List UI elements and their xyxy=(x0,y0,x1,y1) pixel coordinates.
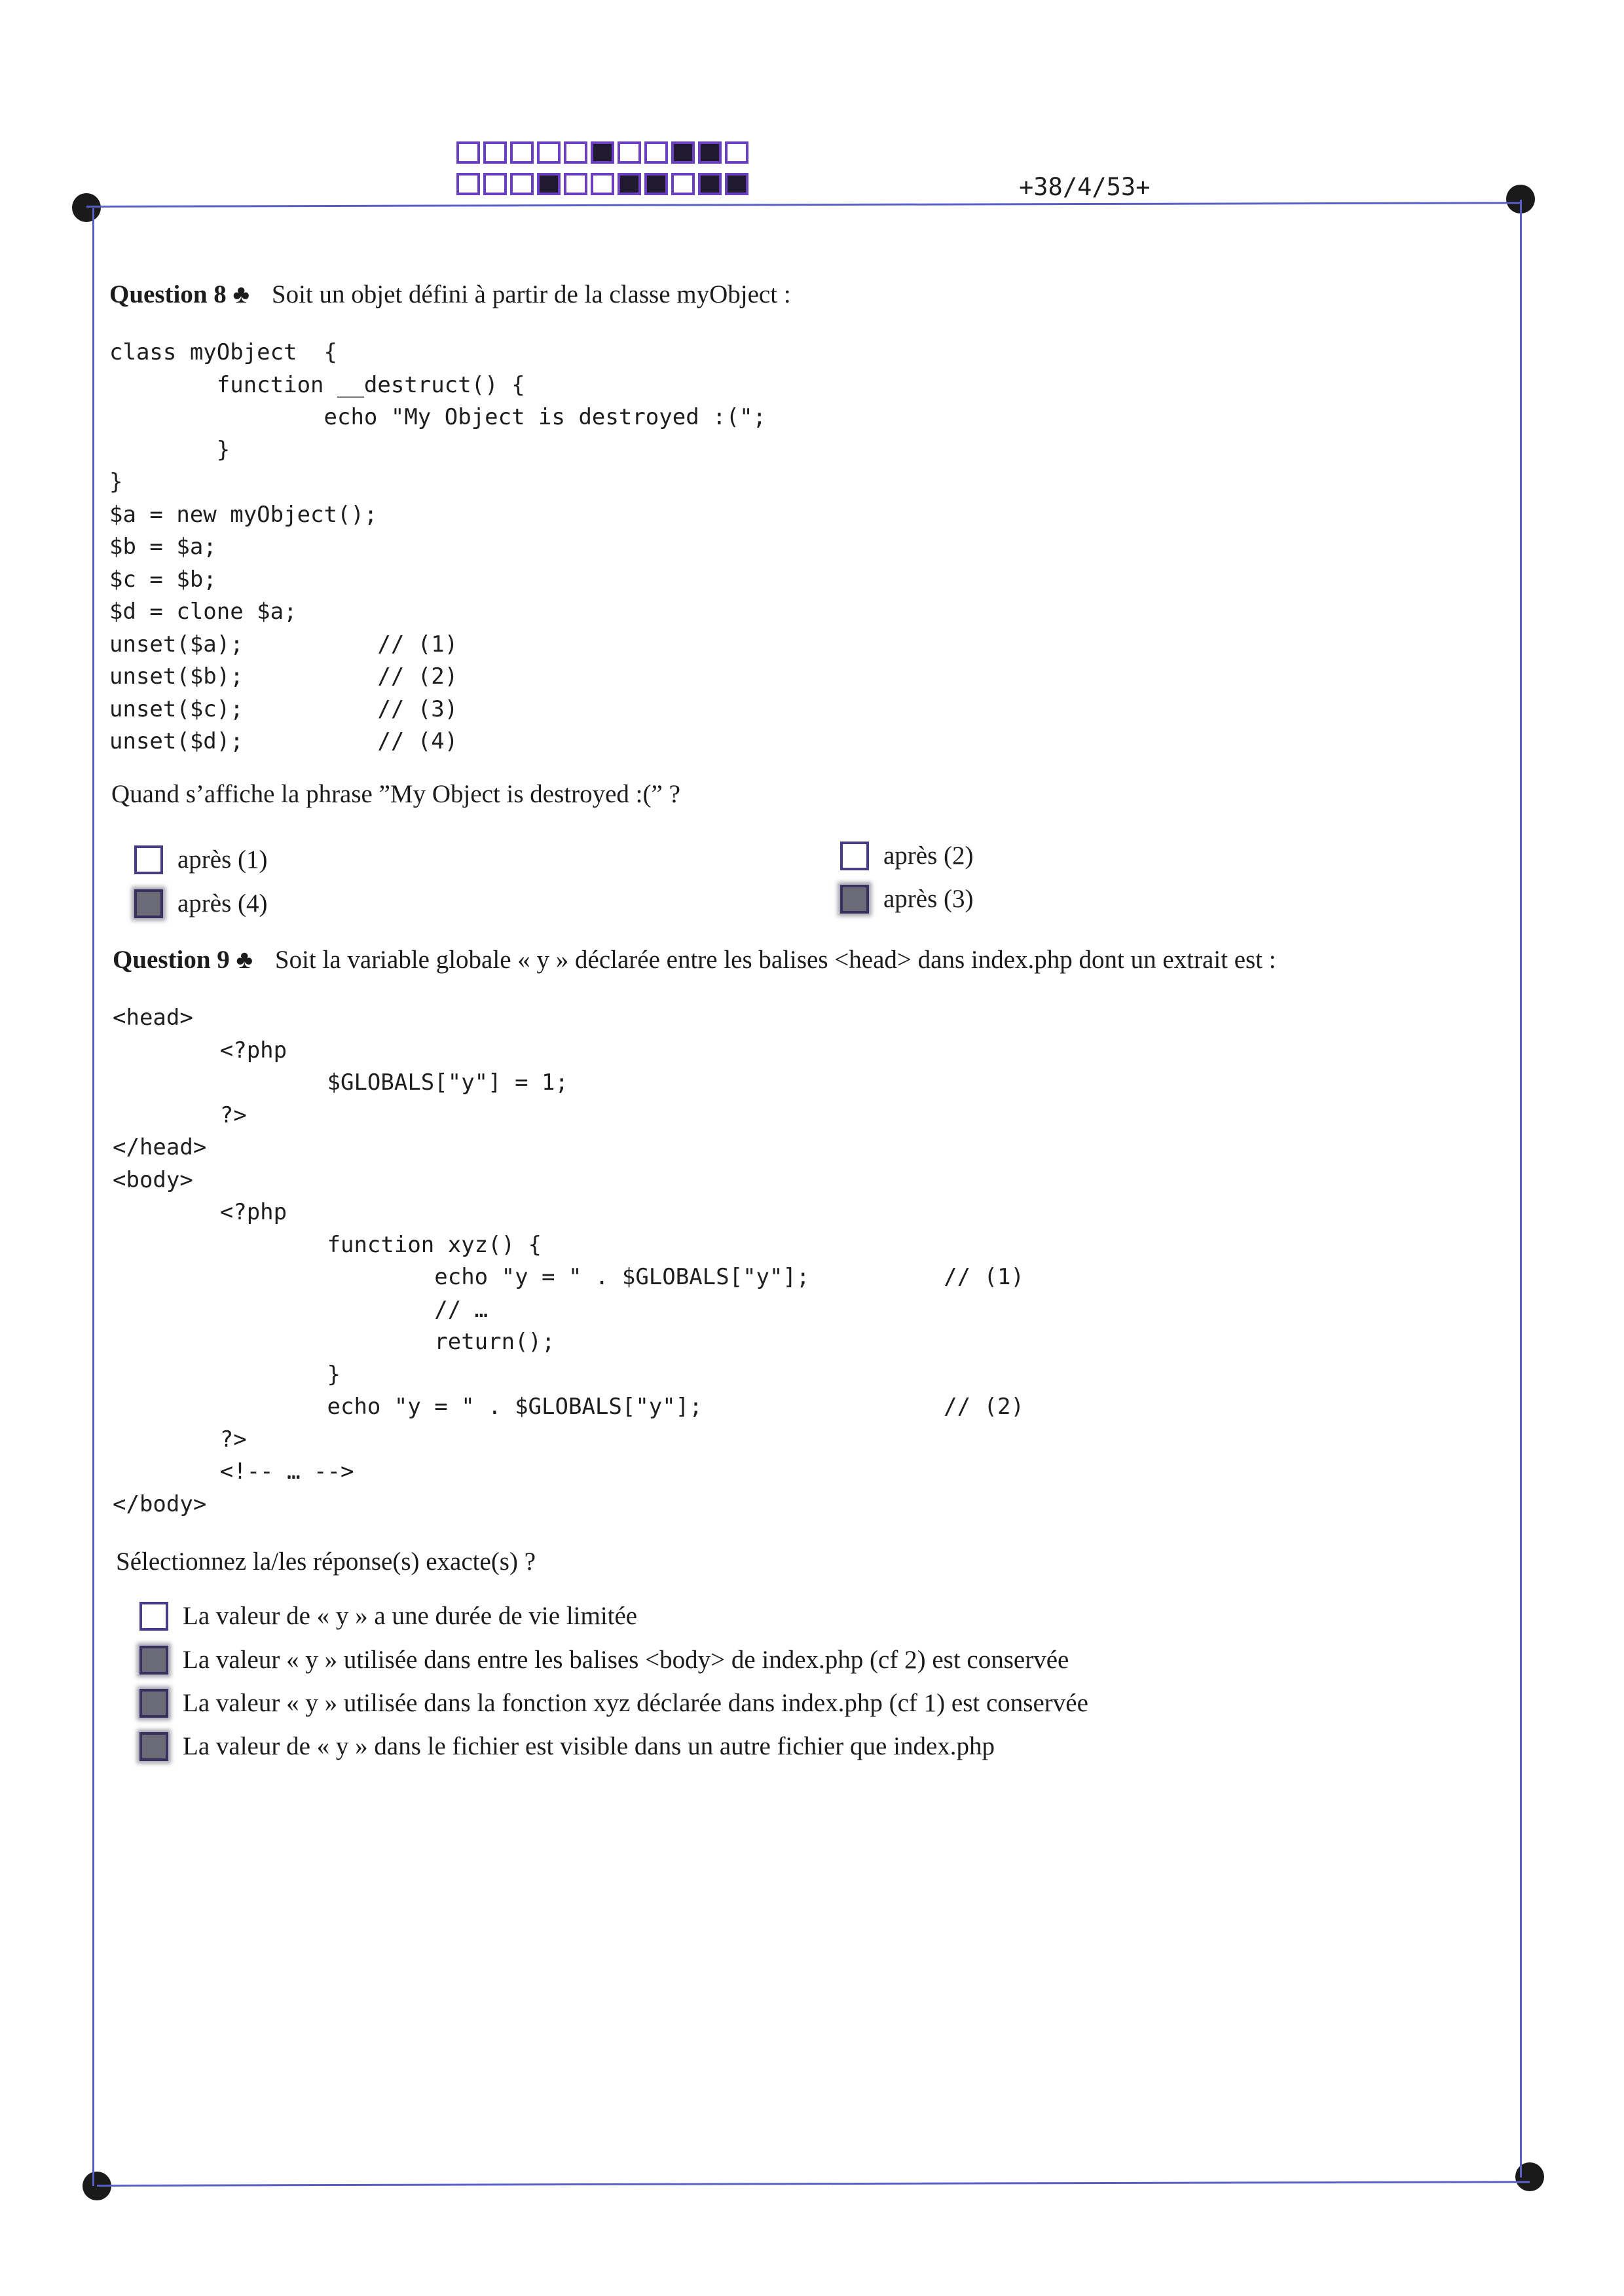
barcode-cell xyxy=(591,173,614,195)
sheet-id: +38/4/53+ xyxy=(1019,173,1151,201)
q8-checkbox-2[interactable] xyxy=(840,842,869,870)
barcode-cell xyxy=(483,141,507,164)
frame-top xyxy=(86,202,1521,208)
q9-checkbox-3[interactable] xyxy=(139,1689,168,1718)
barcode-cell xyxy=(698,141,722,164)
frame-left xyxy=(92,208,94,2186)
barcode-cell xyxy=(671,141,695,164)
barcode-cell xyxy=(537,141,561,164)
question-8-prompt: Quand s’affiche la phrase ”My Object is destroyed :(” ? xyxy=(111,780,680,808)
q9-choice-4[interactable] xyxy=(139,1731,995,1761)
barcode-cell xyxy=(618,173,641,195)
barcode-cell xyxy=(591,141,614,164)
q9-checkbox-4[interactable] xyxy=(139,1732,168,1761)
question-8-header xyxy=(109,280,791,309)
choice-label: après (2) xyxy=(883,842,974,870)
q8-checkbox-3[interactable] xyxy=(840,885,869,914)
choice-label: La valeur de « y » a une durée de vie limitée xyxy=(183,1602,638,1630)
barcode-cell xyxy=(644,141,668,164)
question-text: Soit la variable globale « y » déclarée entre les balises <head> dans index.php dont un extrait est : xyxy=(274,946,1276,974)
q8-choice-4[interactable] xyxy=(134,889,268,918)
q9-checkbox-1[interactable] xyxy=(139,1602,168,1631)
q8-choice-1[interactable] xyxy=(134,845,268,874)
choice-label: après (4) xyxy=(177,889,268,917)
frame-bottom xyxy=(97,2181,1530,2187)
question-9-code: <head> <?php $GLOBALS["y"] = 1; ?> </head> <body> <?php function xyz() { echo "y = " . $GLOBALS["y"]; // (1) // … return(); } echo "y = " . $GLOBALS["y"]; // (2) ?> <!-- … --> </body> xyxy=(113,1005,1024,1517)
q9-choice-3[interactable] xyxy=(139,1688,1088,1718)
frame-right xyxy=(1520,200,1522,2177)
barcode-cell xyxy=(698,173,722,195)
question-8-code: class myObject { function __destruct() { echo "My Object is destroyed :("; } } $a = new myObject(); $b = $a; $c = $b; $d = clone $a; unset($a); // (1) unset($b); // (2) unset($c); // (3) unset($d); // (4) xyxy=(109,339,767,754)
barcode-cell xyxy=(671,173,695,195)
id-barcode-row-1 xyxy=(456,141,752,164)
q9-choice-2[interactable] xyxy=(139,1645,1069,1675)
question-9-header xyxy=(113,945,1276,974)
q8-checkbox-4[interactable] xyxy=(134,889,163,918)
barcode-cell xyxy=(510,141,534,164)
barcode-cell xyxy=(456,173,480,195)
q9-checkbox-2[interactable] xyxy=(139,1646,168,1675)
barcode-cell xyxy=(725,141,748,164)
barcode-cell xyxy=(483,173,507,195)
barcode-cell xyxy=(618,141,641,164)
barcode-cell xyxy=(510,173,534,195)
choice-label: La valeur « y » utilisée dans la fonction xyz déclarée dans index.php (cf 1) est conservée xyxy=(183,1689,1088,1717)
club-icon: ♣ xyxy=(236,946,253,974)
choice-label: La valeur de « y » dans le fichier est visible dans un autre fichier que index.php xyxy=(183,1732,995,1760)
choice-label: après (1) xyxy=(177,845,268,874)
club-icon: ♣ xyxy=(232,280,250,308)
barcode-cell xyxy=(644,173,668,195)
choice-label: La valeur « y » utilisée dans entre les balises <body> de index.php (cf 2) est conservée xyxy=(183,1646,1069,1674)
q8-checkbox-1[interactable] xyxy=(134,845,163,874)
q9-choice-1[interactable] xyxy=(139,1601,637,1631)
barcode-cell xyxy=(564,141,587,164)
question-label: Question 9 xyxy=(113,946,230,974)
barcode-cell xyxy=(564,173,587,195)
question-9-prompt: Sélectionnez la/les réponse(s) exacte(s) ? xyxy=(116,1547,536,1576)
q8-choice-3[interactable] xyxy=(840,884,974,914)
question-text: Soit un objet défini à partir de la classe myObject : xyxy=(271,280,791,308)
id-barcode-row-2 xyxy=(456,173,752,195)
barcode-cell xyxy=(456,141,480,164)
barcode-cell xyxy=(725,173,748,195)
question-label: Question 8 xyxy=(109,280,227,308)
q8-choice-2[interactable] xyxy=(840,841,974,870)
barcode-cell xyxy=(537,173,561,195)
choice-label: après (3) xyxy=(883,885,974,913)
